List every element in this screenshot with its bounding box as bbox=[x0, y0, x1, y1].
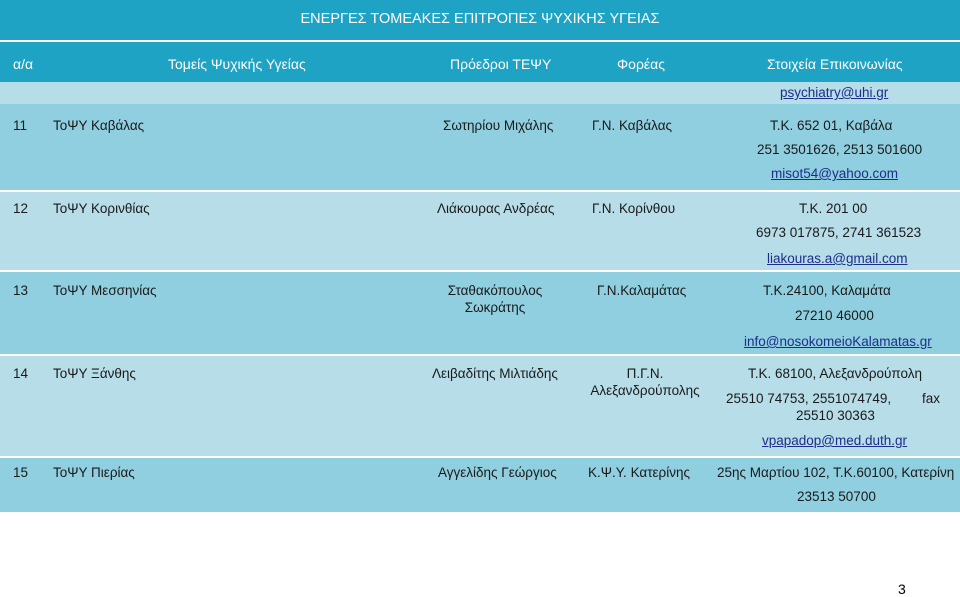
president-name: Σωτηρίου Μιχάλης bbox=[443, 118, 554, 133]
agency-name: Γ.Ν. Καβάλας bbox=[592, 118, 673, 133]
sector-name: ΤοΨΥ Καβάλας bbox=[53, 118, 145, 133]
fax-label: fax bbox=[922, 391, 941, 406]
table-row bbox=[0, 272, 960, 354]
phones: 6973 017875, 2741 361523 bbox=[756, 225, 922, 240]
sector-name: ΤοΨΥ Πιερίας bbox=[53, 465, 135, 480]
page-number: 3 bbox=[898, 581, 906, 597]
column-header-contact: Στοιχεία Επικοινωνίας bbox=[767, 56, 903, 72]
sector-name: ΤοΨΥ Ξάνθης bbox=[53, 366, 136, 381]
president-name: Σταθακόπουλος bbox=[447, 283, 543, 298]
phones: 251 3501626, 2513 501600 bbox=[757, 142, 923, 157]
table-row bbox=[0, 192, 960, 270]
row-number: 13 bbox=[13, 283, 29, 298]
sector-name: ΤοΨΥ Μεσσηνίας bbox=[53, 283, 157, 298]
agency-name: Π.Γ.Ν. bbox=[626, 366, 664, 381]
column-header-president: Πρόεδροι ΤΕΨΥ bbox=[450, 56, 552, 72]
president-name: Λειβαδίτης Μιλτιάδης bbox=[432, 366, 558, 381]
email-link[interactable]: info@nosokomeioKalamatas.gr bbox=[744, 334, 932, 349]
phones-line2: 25510 30363 bbox=[796, 408, 875, 423]
column-header-sector: Τομείς Ψυχικής Υγείας bbox=[168, 56, 306, 72]
table-row bbox=[0, 104, 960, 190]
table-row bbox=[0, 458, 960, 512]
table-title: ΕΝΕΡΓΕΣ ΤΟΜΕΑΚΕΣ ΕΠΙΤΡΟΠΕΣ ΨΥΧΙΚΗΣ ΥΓΕΙΑΣ bbox=[300, 11, 660, 27]
address: Τ.Κ. 68100, Αλεξανδρούπολη bbox=[748, 366, 923, 381]
email-link[interactable]: vpapadop@med.duth.gr bbox=[762, 433, 908, 448]
agency-name-line2: Αλεξανδρούπολης bbox=[590, 383, 700, 398]
address: Τ.Κ. 652 01, Καβάλα bbox=[770, 118, 893, 133]
phones: 25510 74753, 2551074749, bbox=[726, 391, 892, 406]
column-header-row bbox=[0, 42, 960, 82]
president-name: Λιάκουρας Ανδρέας bbox=[437, 201, 555, 216]
row-number: 11 bbox=[13, 118, 28, 133]
address: Τ.Κ. 201 00 bbox=[799, 201, 868, 216]
address: Τ.Κ.24100, Καλαμάτα bbox=[763, 283, 891, 298]
table-title-bar bbox=[0, 0, 960, 42]
president-name: Αγγελίδης Γεώργιος bbox=[438, 465, 557, 480]
email-link[interactable]: psychiatry@uhi.gr bbox=[780, 85, 889, 100]
email-link[interactable]: liakouras.a@gmail.com bbox=[767, 251, 908, 266]
agency-name: Γ.Ν.Καλαμάτας bbox=[597, 283, 687, 298]
row-number: 15 bbox=[13, 465, 29, 480]
phones: 27210 46000 bbox=[795, 308, 874, 323]
table-row bbox=[0, 356, 960, 456]
row-number: 12 bbox=[13, 201, 29, 216]
agency-name: Γ.Ν. Κορίνθου bbox=[592, 201, 676, 216]
continuation-band bbox=[0, 82, 960, 104]
agency-name: Κ.Ψ.Υ. Κατερίνης bbox=[588, 465, 691, 480]
row-number: 14 bbox=[13, 366, 29, 381]
address: 25ης Μαρτίου 102, Τ.Κ.60100, Κατερίνη bbox=[717, 465, 955, 480]
column-header-agency: Φορέας bbox=[617, 56, 666, 72]
president-name-line2: Σωκράτης bbox=[464, 300, 526, 315]
column-header-num: α/α bbox=[13, 56, 34, 72]
sector-name: ΤοΨΥ Κορινθίας bbox=[53, 201, 150, 216]
email-link[interactable]: misot54@yahoo.com bbox=[771, 166, 899, 181]
phones: 23513 50700 bbox=[797, 489, 876, 504]
